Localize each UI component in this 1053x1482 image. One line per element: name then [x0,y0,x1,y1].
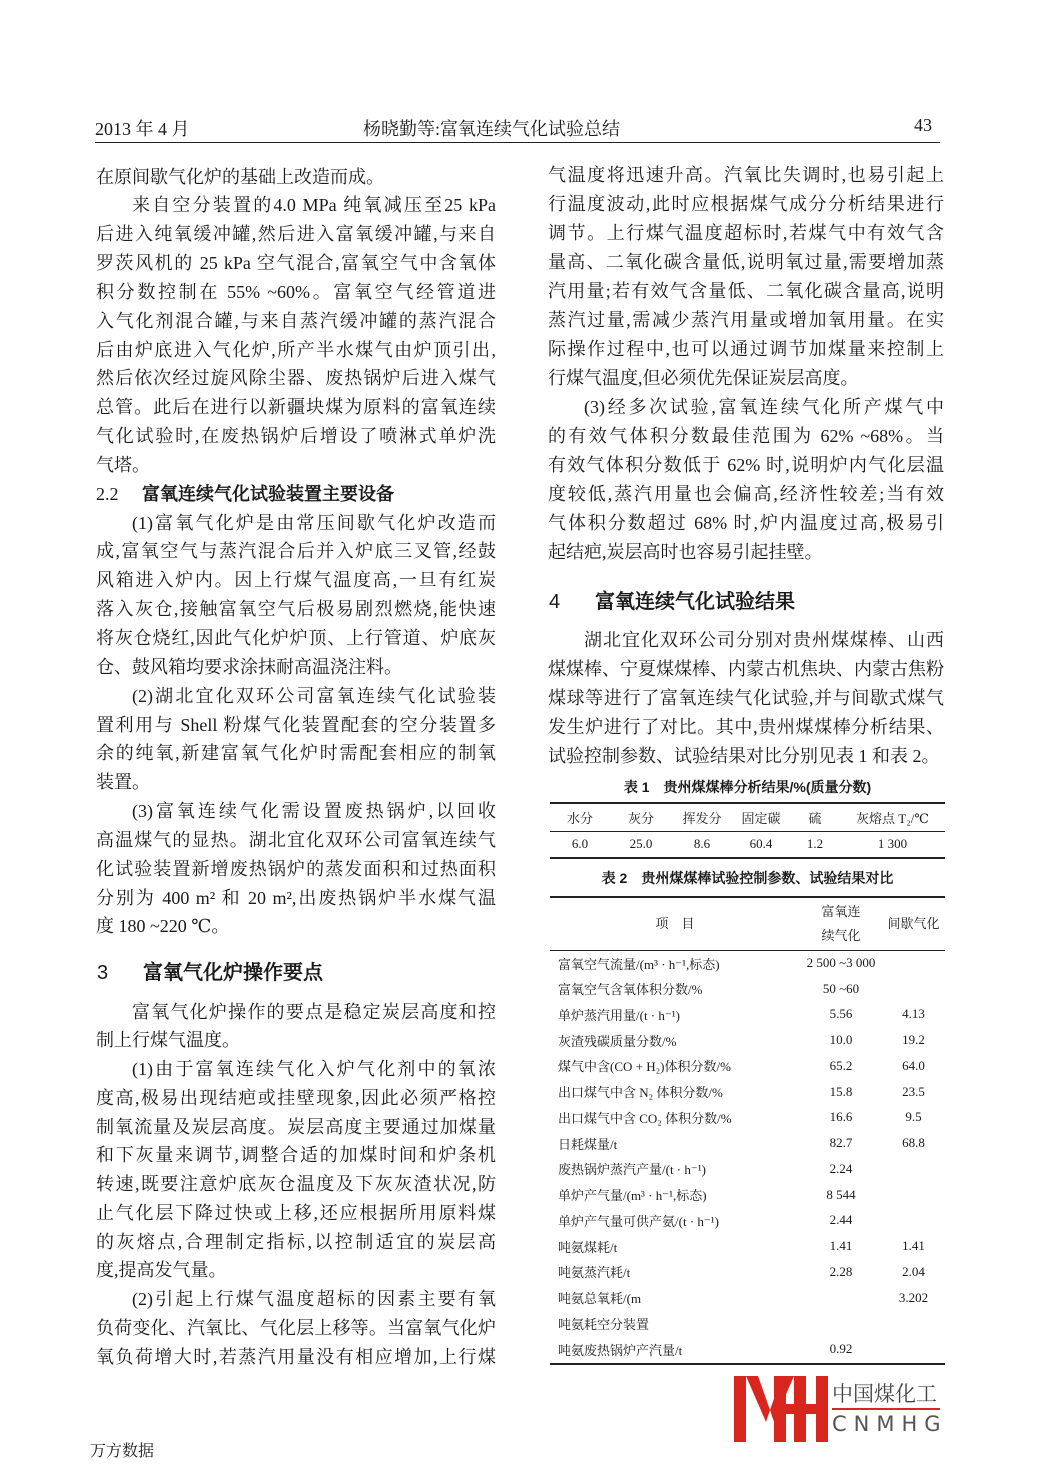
text-line: 气化试验时,在废热锅炉后增设了喷淋式单炉洗 [96,426,496,447]
table2-value-cell: 64.0 [902,1057,925,1073]
footer-source: 万方数据 [90,1443,155,1460]
text-line: 气温度将迅速升高。汽氧比失调时,也易引起上 [548,164,944,185]
table2-header-cell: 间歇气化 [887,916,940,932]
table2-value-cell: 2 500 ~3 000 [806,955,876,971]
section-number: 3 [97,962,109,984]
text-line: 装置。 [96,772,150,793]
text-line: 制上行煤气温度。 [96,1030,240,1051]
subsection-heading [96,480,496,509]
text-line: (3)富氧连续气化需设置废热锅炉,以回收 [132,801,496,822]
table2-value-cell: 82.7 [829,1135,853,1151]
table-row [550,1053,945,1079]
text-line: 然后依次经过旋风除尘器、废热锅炉后进入煤气 [96,368,496,389]
table2-item-cell: 单炉蒸汽用量/(t · h⁻¹) [558,1007,680,1023]
table1-cell: 6.0 [571,835,589,851]
text-line: 积分数控制在 55% ~60%。富氧空气经管道进 [96,281,496,302]
table1-cell: 8.6 [693,835,711,851]
text-line: 行煤气温度,但必须优先保证炭层高度。 [548,367,859,388]
table-row [550,1311,945,1337]
table2-value-cell: 4.13 [902,1006,925,1022]
table2-item-cell: 出口煤气中含 CO₂ 体积分数/% [558,1110,732,1126]
text-line: 煤煤棒、宁夏煤煤棒、内蒙古机焦块、内蒙古焦粉 [548,658,944,679]
table2-value-cell: 23.5 [902,1083,925,1099]
text-line: 湖北宜化双环公司分别对贵州煤煤棒、山西 [584,629,944,650]
watermark-rule [832,1408,940,1410]
table2-item-cell: 吨氨煤耗/t [558,1239,618,1255]
header-rule [95,142,940,143]
section-4-heading [549,585,795,614]
text-line: (1)富氧气化炉是由常压间歇气化炉改造而 [132,512,496,533]
section-number: 4 [549,591,561,613]
table2-value-cell: 50 ~60 [822,980,860,996]
text-line: (1)由于富氧连续气化入炉气化剂中的氧浓 [132,1059,496,1080]
header-date: 2013 年 4 月 [95,119,190,139]
running-title: 杨晓勤等:富氧连续气化试验总结 [363,119,620,139]
subsection-title: 富氧连续气化试验装置主要设备 [142,483,394,504]
table2-value-cell [882,1336,945,1362]
text-line: 度高,极易出现结疤或挂壁现象,因此必须严格控 [96,1087,496,1108]
table-row [550,950,945,976]
table2-item-cell: 富氧空气含氧体积分数/% [558,982,703,998]
table-row [550,1285,945,1311]
table-row [550,976,945,1002]
text-line: 试验控制参数、试验结果对比分别见表 1 和表 2。 [548,746,940,767]
table2-value-cell: 2.24 [829,1160,853,1176]
text-line: 的有效气体积分数最佳范围为 62% ~68%。当 [548,425,944,446]
table2-item-cell: 吨氨蒸汽耗/t [558,1265,631,1281]
right-column-lower [548,626,944,772]
page-number: 43 [914,115,932,135]
text-line: 发生炉进行了对比。其中,贵州煤煤棒分析结果、 [548,717,944,738]
text-line: 气体积分数超过 68% 时,炉内温度过高,极易引 [548,512,944,533]
text-line: 罗茨风机的 25 kPa 空气混合,富氧空气中含氧体 [96,253,496,274]
table2-item-cell: 单炉产气量/(m³ · h⁻¹,标态) [558,1188,707,1204]
table-row [550,1156,945,1182]
text-line: 来自空分装置的4.0 MPa 纯氧减压至25 kPa [132,195,496,216]
table-row [550,1259,945,1285]
text-line: 化试验装置新增废热锅炉的蒸发面积和过热面积 [96,858,496,879]
table2-value-cell [882,1311,945,1337]
text-line: 富氧气化炉操作的要点是稳定炭层高度和控 [132,1001,496,1022]
table-row [550,1079,945,1105]
text-line: 总管。此后在进行以新疆块煤为原料的富氧连续 [96,397,496,418]
table2-value-cell: 3.202 [898,1289,929,1305]
text-line: 分别为 400 m² 和 20 m²,出废热锅炉半水煤气温 [96,887,496,908]
table1-header-cell: 灰熔点 T₂/℃ [856,811,929,827]
table2-item-cell: 出口煤气中含 N₂ 体积分数/% [558,1085,723,1101]
table1-cell: 1.2 [806,835,824,851]
text-line: 的灰熔点,合理制定指标,以控制适宜的炭层高 [96,1231,496,1252]
text-line: (3)经多次试验,富氧连续气化所产煤气中 [584,396,944,417]
text-line: 有效气体积分数低于 62% 时,说明炉内气化层温 [548,454,944,475]
table1-header-cell: 水分 [566,811,593,827]
watermark-cn-text: 中国煤化工 [832,1382,937,1406]
left-column-lower [96,998,496,1372]
table2-value-cell [882,976,945,1002]
table2-bottom-rule [550,1363,945,1365]
right-column-upper [548,161,944,567]
section-3-heading [97,956,323,985]
table2-value-cell: 9.5 [905,1109,922,1125]
left-column-upper [96,163,496,942]
table2-value-cell: 10.0 [829,1032,853,1048]
table-row [550,1233,945,1259]
table2-value-cell: 1.41 [829,1238,853,1254]
text-line: 后进入纯氧缓冲罐,然后进入富氧缓冲罐,与来自 [96,224,496,245]
table2-value-cell: 5.56 [829,1006,853,1022]
text-line: 制氧流量及炭层高度。炭层高度主要通过加煤量 [96,1116,496,1137]
table2-value-cell: 1.41 [902,1238,925,1254]
table2-value-cell: 0.92 [829,1341,853,1357]
table2-item-cell: 吨氨废热锅炉产汽量/t [558,1342,683,1358]
text-line: 止气化层下降过快或上移,还应根据所用原料煤 [96,1202,496,1223]
text-line: 量高、二氧化碳含量低,说明氧过量,需要增加蒸 [548,251,944,272]
table2 [550,899,945,1362]
subsection-number: 2.2 [96,483,119,504]
table1 [550,805,945,856]
table2-item-cell: 灰渣残碳质量分数/% [558,1033,677,1049]
text-line: 度,提高发气量。 [96,1260,227,1281]
table-row [550,1027,945,1053]
watermark-en-text: CNMHG [832,1412,948,1436]
section-title: 富氧连续气化试验结果 [595,591,795,613]
section-title: 富氧气化炉操作要点 [143,962,323,984]
text-line: 负荷变化、汽氧比、气化层上移等。当富氧气化炉 [96,1317,496,1338]
text-line: 度 180 ~220 ℃。 [96,916,230,937]
table2-item-cell: 吨氨耗空分装置 [558,1316,650,1332]
table2-value-cell [882,950,945,976]
table-row [550,1105,945,1131]
table2-value-cell: 2.04 [902,1263,925,1279]
table2-value-cell: 65.2 [829,1057,853,1073]
text-line: (2)引起上行煤气温度超标的因素主要有氧 [132,1289,496,1310]
table2-top-rule [550,896,945,898]
text-line: 汽用量;若有效气含量低、二氧化碳含量高,说明 [548,280,944,301]
table2-value-cell: 19.2 [902,1032,925,1048]
table2-value-cell [882,1182,945,1208]
table2-header-cell: 项 目 [655,916,695,932]
text-line: 煤球等进行了富氧连续气化试验,并与间歇式煤气 [548,687,944,708]
table-row [550,1002,945,1028]
table2-value-cell: 8 544 [826,1186,856,1202]
text-line: 成,富氧空气与蒸汽混合后并入炉底三叉管,经鼓 [96,541,496,562]
text-line: 风箱进入炉内。因上行煤气温度高,一旦有红炭 [96,570,496,591]
table2-item-cell: 富氧空气流量/(m³ · h⁻¹,标态) [558,956,720,972]
table1-header-cell: 硫 [808,811,822,827]
text-line: 后由炉底进入气化炉,所产半水煤气由炉顶引出, [96,339,496,360]
table2-value-cell [882,1156,945,1182]
table2-value-cell: 16.6 [829,1109,853,1125]
text-line: 仓、鼓风箱均要求涂抹耐高温浇注料。 [96,656,402,677]
text-line: 置利用与 Shell 粉煤气化装置配套的空分装置多 [96,714,496,735]
text-line: 际操作过程中,也可以通过调节加煤量来控制上 [548,338,944,359]
table2-value-cell: 2.28 [829,1263,853,1279]
table2-item-cell: 煤气中含(CO + H₂)体积分数/% [558,1059,731,1075]
text-line: 蒸汽过量,需减少蒸汽用量或增加氧用量。在实 [548,309,944,330]
mh-logo-icon [730,1376,830,1444]
table1-cell: 25.0 [629,835,653,851]
table-row [550,1336,945,1362]
table1-cell: 1 300 [877,835,908,851]
table2-caption: 表 2 贵州煤煤棒试验控制参数、试验结果对比 [601,870,894,886]
text-line: 落入灰仓,接触富氧空气后极易剧烈燃烧,能快速 [96,599,496,620]
text-line: 转速,既要注意炉底灰仓温度及下灰灰渣状况,防 [96,1174,496,1195]
table2-value-cell [800,1311,882,1337]
table2-item-cell: 吨氨总氧耗/(m [558,1291,642,1307]
table2-value-cell [882,1208,945,1234]
text-line: 氧负荷增大时,若蒸汽用量没有相应增加,上行煤 [96,1346,496,1367]
text-line: 行温度波动,此时应根据煤气成分分析结果进行 [548,193,944,214]
text-line: 起结疤,炭层高时也容易引起挂壁。 [548,541,823,562]
table2-value-cell: 15.8 [829,1083,853,1099]
table2-value-cell [800,1285,882,1311]
cnmhg-watermark-logo [730,1372,948,1444]
text-line: 余的纯氧,新建富氧气化炉时需配套相应的制氧 [96,743,496,764]
table2-value-cell: 68.8 [902,1135,925,1151]
table1-bottom-rule [550,857,945,859]
table2-value-cell: 2.44 [829,1212,853,1228]
table2-item-cell: 日耗煤量/t [558,1136,618,1152]
table2-item-cell: 单炉产气量可供产氨/(t · h⁻¹) [558,1213,719,1229]
text-line: 将灰仓烧红,因此气化炉炉顶、上行管道、炉底灰 [96,628,496,648]
table1-top-rule [550,802,945,804]
text-line: 度较低,蒸汽用量也会偏高,经济性较差;当有效 [548,483,944,504]
text-line: (2)湖北宜化双环公司富氧连续气化试验装 [132,685,496,706]
text-line: 在原间歇气化炉的基础上改造而成。 [96,166,384,187]
table1-header-cell: 挥发分 [682,811,722,827]
table1-cell: 60.4 [749,835,773,851]
text-line: 入气化剂混合罐,与来自蒸汽缓冲罐的蒸汽混合 [96,310,496,331]
text-line: 和下灰量来调节,调整合适的加煤时间和炉条机 [96,1145,496,1166]
text-line: 气塔。 [96,454,150,475]
table-row [550,1208,945,1234]
table1-caption: 表 1 贵州煤煤棒分析结果/%(质量分数) [623,779,872,795]
table1-header-cell: 固定碳 [741,811,781,827]
table-row [550,1130,945,1156]
text-line: 高温煤气的显热。湖北宜化双环公司富氧连续气 [96,829,496,850]
table-row [550,1182,945,1208]
table2-header-cell: 富氧连 续气化 [821,904,861,944]
text-line: 调节。上行煤气温度超标时,若煤气中有效气含 [548,222,944,243]
table1-header-cell: 灰分 [627,811,654,827]
table2-item-cell: 废热锅炉蒸汽产量/(t · h⁻¹) [558,1162,706,1178]
